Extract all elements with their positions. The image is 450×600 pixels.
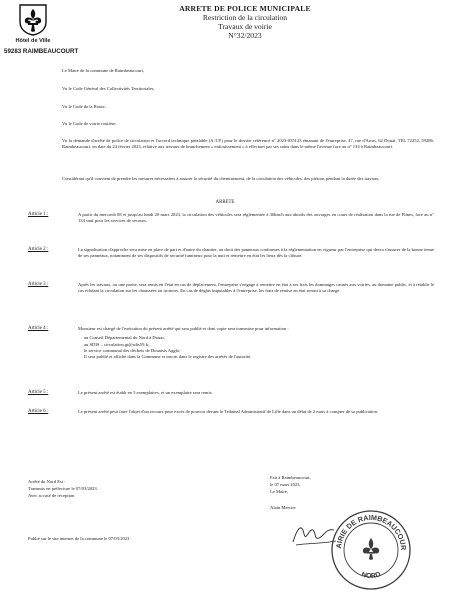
publication-note: Publié sur le site internet de la commune le 07/03/2023 — [28, 536, 130, 541]
signature-name: Alain Mercier — [270, 505, 296, 510]
signature-place: Fait à Raimbeaucourt, — [270, 475, 311, 480]
transmission-note: Arrêté du Nord Est : Transmis en préfecture le 07/03/2023 Avec accusé de réception — [28, 479, 97, 498]
article-4-label: Article 4 : — [28, 326, 49, 331]
preamble-code-voirie: Vu le Code de voirie routière, — [62, 121, 117, 126]
article-2-text: La signalisation d'approche sera mise en place de part et d'autre du chantier, au droit des panneaux conformes à la réglementation en vigueur par l'entreprise qui devra s'assurer de la bonne tenue de ses panneaux, notamment de ses dispositifs de sécurité lumineux pour la nuit et remettre en état les lieux dès la clôture. — [78, 247, 434, 259]
preamble-cgct: Vu le Code Général des Collectivités Territoriales, — [62, 86, 155, 91]
article-3-text: Après les travaux, ou une partie, sera remis en l'état en cas de déplacement, l'entreprise s'engage à remettre en état à ses frais les dommages causés aux voiries, au domaine public, et à rétablir le cas échéant la circulation sur les chaussées ou trottoirs. En cas de dégâts imputables à l'entreprise, les frais de remise en état seront à sa charge. — [78, 282, 434, 294]
preamble-code-route: Vu le Code de la Route, — [62, 104, 106, 109]
article-4-bullet: au Conseil Départemental du Nord à Douai, — [84, 335, 165, 341]
article-2-label: Article 2 : — [28, 247, 49, 252]
signature-block — [270, 474, 311, 511]
document-title: ARRETE DE POLICE MUNICIPALE — [179, 4, 311, 13]
mairie-stamp — [329, 508, 413, 592]
article-4-bullet: Il sera publié et affiché dans la Commune et inscrit dans le registre des arrêtés de l'autorité. — [84, 354, 252, 360]
article-6-label: Article 6 : — [28, 409, 49, 414]
article-4-bullet: au SDIS – circulation.gt@sdis59.fr, — [84, 341, 150, 347]
signature-date: le 07 mars 2023, — [270, 482, 301, 487]
crest-caption-address: 59283 RAIMBEAUCOURT — [4, 48, 79, 55]
fleur-de-lis-crest-icon — [19, 4, 47, 36]
article-4-text: Monsieur est chargé de l'exécution du présent arrêté qui sera publié et dont copie sera transmise pour information : au Conseil Départemental du Nord à Douai, au SDIS – circulation.gt@sdis59.fr, le service communal des déchets de Douaisis Agglo, Il sera publié et affiché dans la Commune et inscrit dans le registre des arrêtés de l'autorité. — [78, 326, 434, 360]
document-subject: Travaux de voirie — [218, 22, 272, 31]
article-3-label: Article 3 : — [28, 282, 49, 287]
municipal-crest — [4, 4, 79, 55]
official-stamp-icon — [329, 508, 413, 592]
svg-text:MAIRIE DE RAIMBEAUCOURT: AIRIE DE RAIMBEAUCOUR — [333, 512, 409, 551]
preamble-considering: Considérant qu'il convient de prendre les mesures nécessaires à assurer la sécurité du cheminement, de la circulation des véhicules, des piétons pendant la durée des travaux, — [62, 176, 380, 181]
svg-text:NORD: NORD — [360, 571, 382, 581]
preamble-mayor: Le Maire de la commune de Raimbeaucourt, — [62, 68, 145, 73]
article-1-label: Article 1 : — [28, 212, 49, 217]
arrete-heading: ARRETE — [215, 200, 235, 205]
article-4-bullet: le service communal des déchets de Douaisis Agglo, — [84, 347, 181, 353]
article-6-text: Le présent arrêté peut faire l'objet d'un recours pour excès de pouvoir devant le Tribunal Administratif de Lille dans un délai de 2 mois à compter de sa publication. — [78, 409, 379, 414]
document-subtitle: Restriction de la circulation — [202, 13, 288, 22]
crest-caption-hotel-de-ville: Hôtel de Ville — [15, 38, 51, 44]
article-5-text: Le présent arrêté est établi en 3 exemplaires, et un exemplaire sera remis. — [78, 390, 213, 395]
preamble-request: Vu la demande d'arrêté de police de circulation et l'accord technique préalable (A.T.P.) pour le dossier référencé n° 2023-035123 émanant de l'entreprise, 47, rue d'Arras, 62 Douai, TEL 72252, 59286, Raimbeaucourt, en date du 24 février 2023, relative aux travaux de branchement « enfouissement » à effectuer par ses soins dans le même l'avenue face au n° 134 à Raimbeaucourt. — [62, 138, 434, 150]
article-5-label: Article 5 : — [28, 390, 49, 395]
signature-title: Le Maire, — [270, 489, 289, 494]
article-1-text: A partir du mercredi 08 et jusqu'au lundi 20 mars 2023, la circulation des véhicules sera réglementée à 30km/h aux abords des ouvrages en cours de réalisation dans la rue de Flines, face au n° 134 sauf pour les services de secours. — [78, 212, 434, 224]
document-title-block — [150, 4, 340, 40]
document-number: N°32/2023 — [228, 31, 262, 40]
